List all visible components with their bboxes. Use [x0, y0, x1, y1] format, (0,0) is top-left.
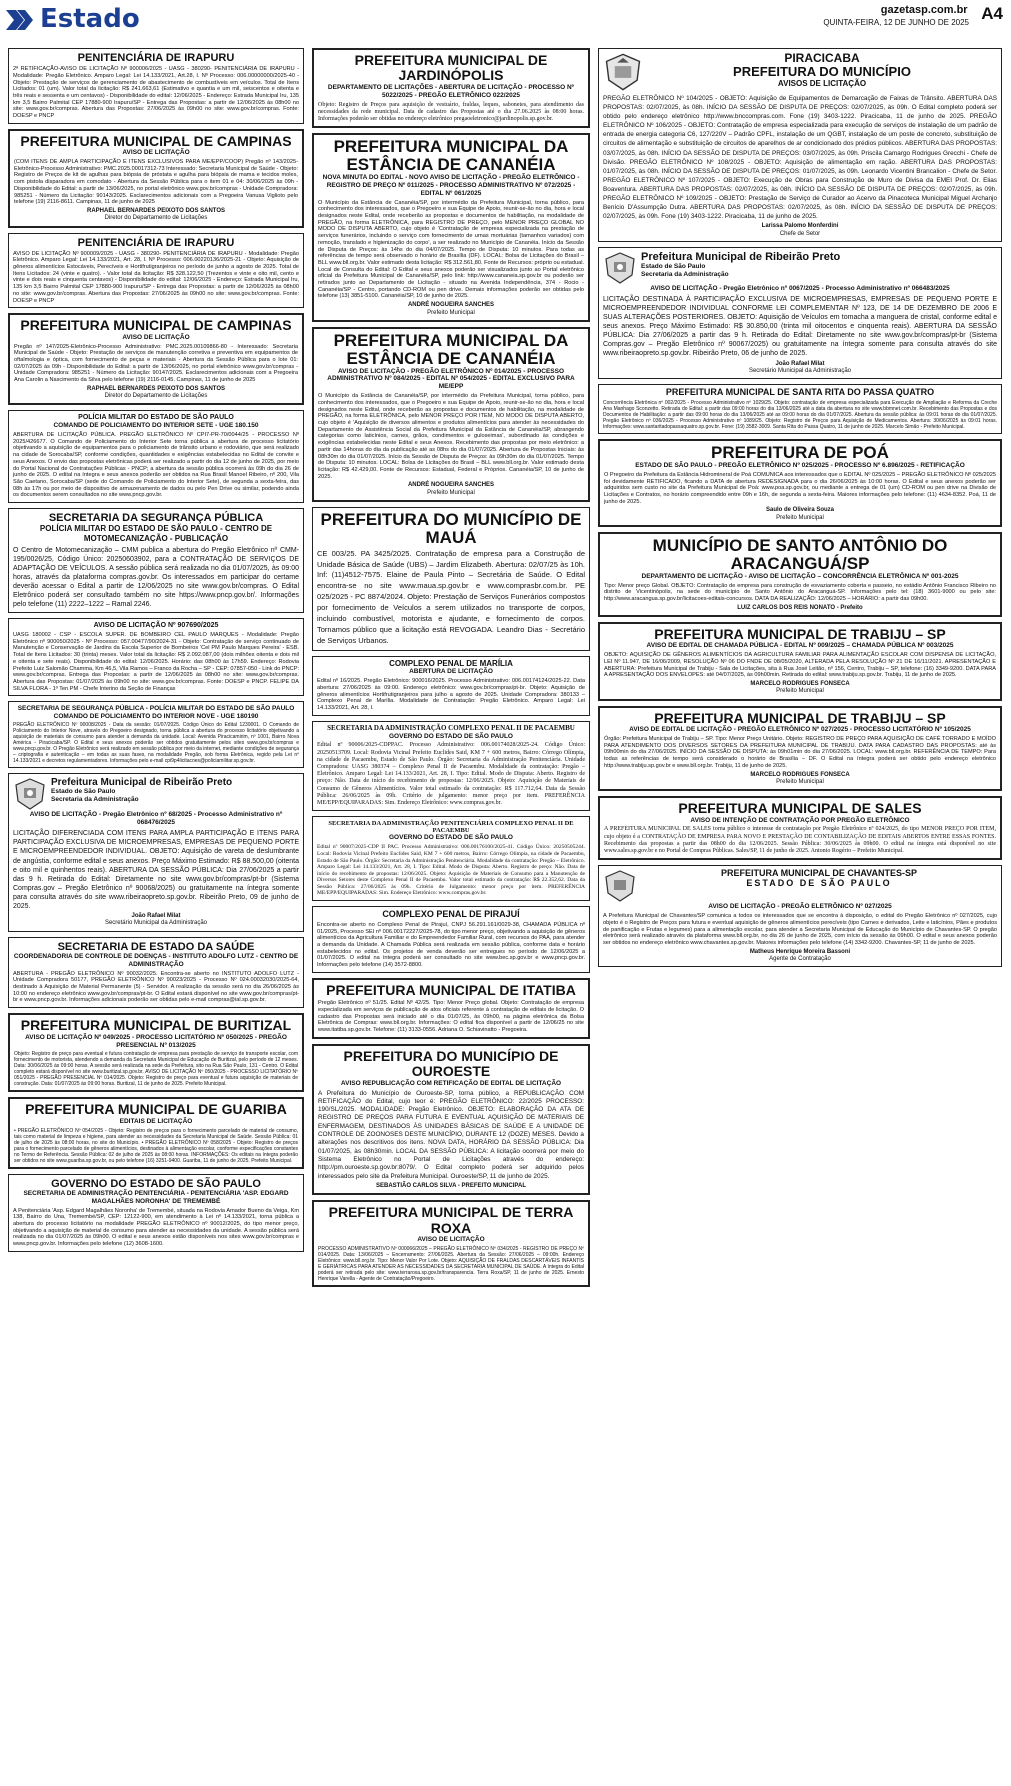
notice-title: COMPLEXO PENAL DE PIRAJUÍ [382, 909, 520, 920]
notice-subtitle: AVISO DE EDITAL DE CHAMADA PÚBLICA - EDITAL Nº 009/2025 – CHAMADA PÚBLICA Nº 003/2025 [646, 642, 954, 650]
notice-subtitle: GOVERNO DO ESTADO DE SÃO PAULO [389, 732, 513, 740]
signer-name: MARCELO RODRIGUES FONSECA [750, 771, 850, 778]
notice-body: Edital nº 90007/2025-CDP II PAC. Processo Administrativo: 006.00176100/2025-41. Código Único: 20250505244. Local: Rodovia Vicinal Prefeito Euclides Said, KM 7 + 600 metros, Bairro: Córrego Olímpia, na cidade de Pacaembu, Estado de São Paulo. Órgão: Secretaria da Administração Penitenciária. Modalidade da contratação: Pregão – Eletrônico. Amparo Legal: Lei 14.133/2021, Art. 28, I. Tipo: Edital. Modo de Disputa: Aberto. Registro de preço: Não. Data de início do recebimento de propostas: 12/06/2025. Objeto: Aquisição de Materiais de Consumo para a Manutenção de Diversos Setores deste Complexo Penal II de Pacaembu. Valor total estimado da contratação: R$ 22.352,62. Data da Sessão Pública: 27/06/2025 às 09h. Critério de Julgamento: menor preço por item. PREFERÊNCIA ME/EPP/EQUIPARADAS: Sim. Endereço Eletrônico: www.compras.gov.br. [317, 844, 585, 897]
notice [312, 656, 590, 716]
notice-title: PIRACICABA [784, 51, 860, 65]
notice-subtitle: AVISO DE LICITAÇÃO [122, 333, 190, 341]
notice-title: PREFEITURA MUNICIPAL DE SALES [678, 800, 922, 817]
notice-body: PREGÃO ELETRÔNICO Nº 104/2025 - OBJETO: Aquisição de Equipamentos de Demarcação de Faixas de Trânsito. ABERTURA DAS PROPOSTAS: 02/07/2025, às 08h. INÍCIO DA SESSÃO DE DISPUTA DE PREÇOS: 02/07/2025, às 09h. O Edital completo poderá ser obtido pelo endereço eletrônico http://www.bnccompras.com. Fone (19) 3403-1222. Piracicaba, 11 de junho de 2025. PREGÃO ELETRÔNICO Nº 106/2025 - OBJETO: Contratação de empresa especializada para execução de serviços de instalação de um padrão de entrada de energia categoria C6, 127/220V – Padrão CPFL, instalação de um QGBT, instalação de um poste de concreto, substituição de circuitos de alimentação e substituição de circuitos de aparelhos de ar condicionado dos prédios públicos. ABERTURA DAS PROPOSTAS: 03/07/2025, às 08h. INÍCIO DA SESSÃO DE DISPUTA DE PREÇOS: 03/07/2025, às 09h. Priscila Camargo Rodrigues Grecchi - Chefe de Divisão. PREGÃO ELETRÔNICO Nº 108/2025 - OBJETO: Aquisição de alimentação em ração. ABERTURA DAS PROPOSTAS: 01/07/2025, às 08h. INÍCIO DA SESSÃO DE DISPUTA DE PREÇOS: 01/07/2025, às 09h. Leonardo Vicentini Brancalion - Chefe de Setor. PREGÃO ELETRÔNICO Nº 107/2025 - OBJETO: Execução de Obras para Construção de Muro de Divisa da EMEI Prof. Dr. Elias Boaventura. ABERTURA DAS PROPOSTAS: 02/07/2025, às 08h. INÍCIO DA SESSÃO DE DISPUTA DE PREÇOS: 02/07/2025, às 09h. PREGÃO ELETRÔNICO Nº 109/2025 - OBJETO: Prestação de Serviço de Curador ao Acervo da Pinacoteca Municipal Miguel Archanjo Benício D'Assumpção Dutra. ABERTURA DAS PROPOSTAS: 02/07/2025, às 08h. INÍCIO DA SESSÃO DE DISPUTA DE PREÇOS: 02/07/2025, às 09h. Fone (19) 3403-1222. Piracicaba, 11 de junho de 2025. [603, 95, 997, 221]
notice-subtitle: AVISO REPUBLICAÇÃO COM RETIFICAÇÃO DE EDITAL DE LICITAÇÃO [340, 1079, 562, 1087]
notice-title: PREFEITURA MUNICIPAL DE BURITIZAL [20, 1017, 292, 1034]
notice-title: PREFEITURA MUNICIPAL DE CAMPINAS [20, 132, 292, 149]
notice [312, 978, 590, 1039]
signer-name: João Rafael Milat [775, 360, 825, 367]
notice-signature [604, 605, 996, 612]
notice-signature [603, 949, 997, 964]
notice [312, 816, 590, 901]
notice [8, 1097, 304, 1168]
crest-icon [13, 777, 47, 811]
signer-role: Agente de Contratação [769, 955, 831, 962]
notice-body: PREGÃO ELETRÔNICO Nº 90008/2025 - Data da sessão: 01/07/2025. Código Único do Edital 1239001. O Comando de Policiamento do Interior Nove, através do Pregoeiro designado, torna pública a abertura do processo licitatório objetivando a aquisição de materiais de consumo para atender a demanda da unidade. Local: Avenida Piracicamirim, nº 1001, Bairro Nova América - Piracicaba/SP. O Edital e seus anexos poderão ser obtidos gratuitamente pelos sites www.gov.br/compras e www.pncp.gov.br. O Pregão Eletrônico será realizado em sessão pública por meio da internet, mediante condições de segurança – criptografia e autenticação – em todas as suas fases, na modalidade Pregão, sob forma Eletrônica, regido pela Lei nº 14.133/2021 e decretos regulamentadores. Informações pelo e-mail cpi9p4licitacoes@policiamilitar.sp.gov.br. [13, 722, 299, 765]
notice-subtitle: AVISO DE LICITAÇÃO - Pregão Eletrônico nº 0067/2025 - Processo Administrativo nº 066483/2025 [650, 284, 950, 292]
signer-name: RAPHAEL BERNARDES PEIXOTO DOS SANTOS [86, 207, 226, 214]
coat-of-arms-icon [603, 52, 643, 92]
notice-subtitle: COMANDO DE POLICIAMENTO DO INTERIOR SETE - UGE 180.150 [53, 422, 259, 430]
notice-body: (COM ITENS DE AMPLA PARTICIPAÇÃO E ITENS EXCLUSIVOS PARA ME/EPP/COOP) Pregão nº 143/2025-Eletrônico-Processo Administrativo: PMC.2025.00017312-73 Interessado: Secretaria Municipal de Saúde - Objeto: Registro de Preços de kit de agulhas para biópsia de próstata e agulha para biópsia de mama e tecidos moles, com pistola disparadora em comodato - Abertura da Sessão Pública para o item 01 e 04: 30/06/2025 às 09h - Disponibilidade do Edital: a partir de 13/06/2025, no portal eletrônico www.gov.br/compras - Unidade Compradora: 985251 - Número da Licitação: 90143/2025. Esclarecimentos adicionais com a Pregoeira Vanusa Viglioto pelo telefone (19) 2116-8611. Campinas, 11 de junho de 2025 [14, 159, 298, 206]
notice-body: CE 003/25. PA 3425/2025. Contratação de empresa para a Construção de Unidade Básica de Saúde (UBS) – Jardim Elizabeth. Abertura: 02/07/25 às 10h. Inf: (11)4512-7575. Elaine de Paula Pinto – Secretária de Saúde. O Edital encontra-se no site www.maua.sp.gov.br e www.comprasbr.com.br. PE 025/2025 - PC 8874/2024. Objeto: Prestação de Serviços Funerários compostos por fornecimento de Veículos a serem utilizados no transporte de corpos, incluindo combustível, motorista e ajudante, e fornecimento de corpos. Tornamos público que a licitação está REVOGADA. Leandro Dias - Secretário de Serviços Urbanos. [317, 548, 585, 645]
notice-title: PREFEITURA DE POÁ [711, 443, 889, 463]
signer-name: Larissa Palomo Monferdini [761, 223, 839, 230]
signer-name: Saulo de Oliveira Souza [765, 507, 835, 514]
notice-title: COMPLEXO PENAL DE MARÍLIA [389, 658, 513, 668]
notice-body: Órgão: Prefeitura Municipal de Trabiju – SP. Tipo: Menor Preço Unitário. Objeto: REGISTRO DE PREÇO PARA AQUISIÇÃO DE CAFÉ TORRADO E MOÍDO PARA ATENDIMENTO DOS DIVERSOS SETORES DA PREFEITURA MUNICIPAL DE TRABIJU. DATA PARA CADASTRO DAS PROPOSTAS: até às 09h00min do dia 27/06/2025. INÍCIO DA SESSÃO DE DISPUTA: às 09h01min do dia 27/06/2025. LOCAL: www.bll.org.br. REFERÊNCIA DE TEMPO: Para todas as referências de tempo será considerado o horário de Brasília – DF. O Edital na íntegra poderá ser obtido pelo endereço eletrônico http://www.trabiju.sp.gov.br e www.bll.org.br. Trabiju, 11 de junho de 2025. [604, 736, 996, 769]
notice [312, 133, 590, 322]
notice-title: POLÍCIA MILITAR DO ESTADO DE SÃO PAULO [78, 414, 234, 422]
signer-role: Prefeito Municipal [776, 778, 824, 785]
signer-role: Diretor do Departamento de Licitações [104, 393, 208, 400]
notice-title: PREFEITURA MUNICIPAL DA ESTÂNCIA DE CANANÉIA [333, 330, 569, 368]
notice-title: SECRETARIA DA SEGURANÇA PÚBLICA [48, 512, 264, 525]
notice-subtitle: AVISO DE EDITAL DE LICITAÇÃO - PREGÃO ELETRÔNICO Nº 027/2025 - PROCESSO LICITATÓRIO Nº 105/2025 [629, 726, 971, 734]
notice-title: PREFEITURA MUNICIPAL DA ESTÂNCIA DE CANANÉIA [333, 137, 569, 175]
notice [8, 773, 304, 931]
signer-role: Prefeito Municipal [427, 309, 475, 316]
notice-body: AVISO DE LICITAÇÃO Nº 900009/2025 - UASG - 380290- PENITENCIÁRIA DE IRAPURU - Modalidade: Pregão Eletrônico. Amparo Legal: Lei 14.133/2021, Art. 28, I. Nº Processo: 006.00220136/2025-21 - Objeto: Aquisição de gêneros alimentícios Estocáveis, Perecíveis e Hortifrutigranjeiros no período de junho a agosto de 2025. Total de Itens Licitados: 24 (vinte e quatro). - Valor total da licitação: R$ 328.122,50 (Trezentos e vinte e oito mil, cento e vinte e dois reais e cinquenta centavos) - Disponibilidade do edital: 12/06/2025 - Endereço: Estrada Municipal Iru, 135 km 3,5 Bairro Palmital CEP 17880-900 Irapuru/SP - Entrega das Propostas: a partir de 12/06/2025 às 08h00 no site: www.gov.br/compras. Abertura das Propostas: 27/06/2025 às 09h00 no site: www.gov.br/compras. Fonte: DOESP e PNCP [13, 250, 299, 304]
notice-subtitle: AVISO DE LICITAÇÃO Nº 049/2025 - PROCESSO LICITATÓRIO Nº 050/2025 - PREGÃO PRESENCIAL Nº 013/2025 [25, 1033, 287, 1049]
newspaper-logo [4, 4, 140, 36]
notice [598, 247, 1002, 379]
signer-name: SEBASTIÃO CARLOS SILVA - PREFEITO MUNICIPAL [375, 1183, 526, 1190]
page-header [0, 0, 1011, 40]
notice-signature [603, 223, 997, 238]
notice-signature [318, 302, 584, 317]
notice-signature [604, 681, 996, 696]
notice-dept: Secretaria da Administração [641, 270, 729, 278]
edition-date: QUINTA-FEIRA, 12 DE JUNHO DE 2025 [823, 18, 969, 27]
notice-body: Edital nº 16/2025. Pregão Eletrônico: 900016/2025. Processo Administrativo: 006.00174124/2025-22. Data abertura: 27/06/2025 às 09:00. Endereço eletrônico: www.gov.br/compras/pt-br. Objeto: Aquisição de gêneros alimentícios Hortifrutigranjeiros para julho a agosto de 2025. Unidade Compradora: 380133 – Complexo Penal de Marília. Modalidade de Contratação: Pregão Eletrônico. Amparo Legal: Lei 14.133/2021, Art. 28, I. [317, 678, 585, 712]
notice-title: PREFEITURA MUNICIPAL DE JARDINÓPOLIS [354, 52, 548, 84]
notice-body: O Pregoeiro da Prefeitura da Estância Hidromineral de Poá COMUNICA aos interessados que o EDITAL Nº 025/2025 – PREGÃO ELETRÔNICO Nº 025/2025 foi devidamente RETIFICADO, ficando a DATA de abertura REDESIGNADA para o dia 26/06/2025 às 10:00 horas. O Edital e seus anexos poderão ser adquiridos sem custo no site da Prefeitura Municipal de Poá: www.poa.sp.gov.br, ou mediante a entrega de 01 (um) CD-ROM ou pen drive na Divisão de Licitações e Contratos, no horário compreendido entre 09h e 16h, de segunda a sexta-feira. Maiores informações pelo telefone: (11) 4634-8352. Poá, 11 de junho de 2025. [604, 471, 996, 505]
notice-signature [604, 507, 996, 522]
notice [8, 618, 304, 696]
notice-subtitle: COMANDO DE POLICIAMENTO DO INTERIOR NOVE - UGE 180190 [53, 712, 259, 720]
notice-title-2: PREFEITURA DO MUNICÍPIO [733, 64, 911, 80]
notice-title: PREFEITURA MUNICIPAL DE ITATIBA [326, 981, 576, 998]
signer-role: Secretário Municipal da Administração [104, 920, 208, 927]
notice [8, 701, 304, 768]
notice-title: GOVERNO DO ESTADO DE SÃO PAULO [51, 1177, 261, 1190]
notice-body: 2ª RETIFICAÇÃO-AVISO DE LICITAÇÃO Nº 900006/2025 - UASG - 380290- PENITENCIÁRIA DE IRAPURU - Modalidade: Pregão Eletrônico. Amparo Legal: Lei 14.133/2021, Art.28, I. Nº Processo: 006.00000000/2025-40 - Objeto: Prestação de serviços de gerenciamento de abastecimento de combustíveis em veículos. Total de Itens Licitados: 01 (um). Valor total da licitação: R$ 241.663,61 (Estimativo e quantia e um mil, seiscentos e oitenta e três reais e sessenta e um centavos) - Disponibilidade do edital: 12/06/2025 - Endereço: Estrada Municipal Iru, 135 km 3,5 Bairro Palmital CEP 17880-900 Irapuru/SP - Entrega das Propostas: a partir de 12/06/2025 às 08h00 no site: www.gov.br/compras. Abertura das Propostas: 27/06/2025 às 09h00 no site: www.gov.br/compras. Fonte: DOESP e PNCP [13, 66, 299, 120]
notice-subtitle: AVISO DE LICITAÇÃO [122, 149, 190, 157]
signer-name: RAPHAEL BERNARDES PEIXOTO DOS SANTOS [86, 385, 226, 392]
notice-title: SECRETARIA DE SEGURANÇA PÚBLICA - POLÍCIA MILITAR DO ESTADO DE SÃO PAULO [17, 705, 295, 713]
notice-signature [318, 482, 584, 497]
notice [312, 906, 590, 973]
signer-name: Matheus Henrique Moreira Bassoni [749, 948, 851, 955]
notice-signature [13, 913, 299, 928]
notice-subtitle: EDITAIS DE LICITAÇÃO [119, 1117, 193, 1125]
notice [598, 384, 1002, 434]
notice [598, 48, 1002, 242]
signer-name: ANDRÉ NOGUEIRA SANCHES [407, 482, 495, 489]
notice [312, 48, 590, 128]
signer-role: Prefeito Municipal [776, 514, 824, 521]
crest-icon [603, 251, 637, 285]
notice-title: MUNICÍPIO DE SANTO ANTÔNIO DO ARACANGUÁ/SP [652, 535, 948, 573]
signer-role: Prefeito Municipal [776, 688, 824, 695]
notice-title: PREFEITURA DO MUNICÍPIO DE MAUÁ [320, 510, 582, 547]
notice-title: SECRETARIA DE ESTADO DA SAÚDE [57, 940, 255, 953]
notice-signature [14, 386, 298, 401]
signer-role: Chefe de Setor [779, 230, 821, 237]
notice-subtitle: ABERTURA DE LICITAÇÃO [409, 668, 493, 676]
notice-body: UASG 180002 - CSP - ESCOLA SUPER. DE BOMBEIRO CEL PAULO MARQUES - Modalidade: Pregão Eletrônico nº 900050/2025 - Nº Processo: 057.00477/90/2024-31 - Objeto: Contratação de serviço continuado de Manutenção e Conservação de Jardins da Escola Superior de Bombeiros 'Cel PM Paulo Marques Pereira' - ESB. Total de Itens Licitados: 30 (trinta) meses. Valor total da licitação: R$ 2.092.087,00 (dois milhões oitenta e dois mil e oitenta e sete reais). Disponibilidade do edital: 12/06/2025. Horário: das 08h00 às 17h59. Endereço: Rodovia Prefeito Luiz Salomão Chamma, Km 46,5, Vila Ramos – Franco da Rocha – SP - CEP: 07857-050 - Link do PNCP: www.gov.br/compras. Entrega das Propostas: a partir de 12/06/2025 às 08h00 no site: www.gov.br/compras. Abertura das Propostas: 01/07/2025 às 09h00 no site: www.gov.br/compras. Fonte: DOESP e PNCP. FELIPE DA SILVA FLORA - 1º Ten PM - Chefe Interino da Seção de Finanças [13, 632, 299, 692]
notice-body: OBJETO: AQUISIÇÃO DE GÊNEROS ALIMENTÍCIOS DA AGRICULTURA FAMILIAR PARA ALIMENTAÇÃO ESCOLAR COM DISPENSA DE LICITAÇÃO, LEI Nº 11.947, DE 16/06/2009, RESOLUÇÃO Nº 06 DO FNDE DE 08/05/2020, ALTERADA PELA RESOLUÇÃO Nº 21 DE 16/11/2021. APRESENTAÇÃO E ABERTURA: Prefeitura Municipal de Trabiju - Sala de Licitações, sita à Rua José Leitão, nº 156, Centro, Trabiju – SP, telefone: (16) 3349-9200. DATA PARA A APRESENTAÇÃO DOS ENVELOPES: até 04/07/2025, às 09h00min. Retirada do edital: www.trabiju.sp.gov.br. Trabiju, 11 de junho de 2025. [604, 652, 996, 679]
notice-body: Concorrência Eletrônica nº 002/2025 - Processo Administrativo nº 1029/25. Objeto: contratação de empresa especializada para Execução de Ampliação e Reforma da Creche Ana Manhago Sconzetto. Retirada do Edital: a partir das 09:00 horas do dia 13/06/2025 até a data da abertura no site www.bbmnet.com.br. Recebimento das Propostas e dos Documentos de Habilitação: a partir das 09:00 horas do dia 13/06/2025 até as 09:00 horas do dia 01/07/2025. Abertura da sessão pública: às 09:01 horas do dia 01/07/2025. Pregão Eletrônico nº 036/2025 - Processo Administrativo nº 1089/25. Objeto: Registro de Preços para Aquisição de Medicamentos. Abertura: 30/06/2025 às 09:01 horas. Informações: www.santaritadopassaquatro.sp.gov.br. Fone: (19) 3582-3009. Santa Rita do Passa Quatro, 11 de junho de 2025. Marcelo Simão - Prefeito Municipal. [603, 400, 997, 431]
notice [598, 532, 1002, 617]
notice-body: Objeto: Registro de preço para eventual e futura contratação de empresa para prestação de serviço de transporte escolar, com fornecimento de motorista, atendendo a demanda da Secretaria Municipal de Educação de Buritizal, pelo período de 12 meses. Data: 30/06/2025 às 09:00 horas. A sessão será realizada na sede da Prefeitura, sito na Rua São Paulo, 131 - Centro. O Edital completo estará disponível no site www.buritizal.sp.gov.br. AVISO DE LICITAÇÃO Nº 050/2025 - PROCESSO LICITATÓRIO Nº 051/2025 - PREGÃO PRESENCIAL Nº 014/2025. Objeto: Registro de preço para eventual e futura aquisição de materiais de construção. Data: 01/07/2025 às 09:00 horas. Buritizal, 11 de junho de 2025. Prefeito Municipal. [14, 1051, 298, 1088]
crest-icon [603, 869, 637, 903]
notice-dept: Secretaria da Administração [51, 796, 139, 804]
notice-body: A Penitenciária 'Asp. Edgard Magalhães Noronha' de Tremembé, situada na Rodovia Amador Bueno da Veiga, Km 138, Bairro do Una, Tremembé/SP, CEP: 12122-900, em atendimento à Lei nº 14.133/2021, torna pública a abertura do processo licitatório na modalidade PREGÃO ELETRÔNICO nº 90012/2025, do tipo menor preço, objetivando a aquisição de material de consumo para atender as necessidades da unidade. A sessão pública será realizada no dia 01/07/2025 às 09h00. O edital e seus anexos estão disponíveis nos sites www.gov.br/compras e www.pncp.gov.br. Informações pelo telefone (12) 3608-1600. [13, 1207, 299, 1248]
notice [598, 865, 1002, 967]
notice [598, 622, 1002, 701]
notice-subtitle: COORDENADORIA DE CONTROLE DE DOENÇAS - INSTITUTO ADOLFO LUTZ - CENTRO DE ADMINISTRAÇÃO [13, 952, 299, 968]
notice-state: Estado de São Paulo [641, 263, 706, 271]
notice [312, 721, 590, 811]
notice [8, 508, 304, 613]
notice-signature [14, 208, 298, 223]
notice-title: Prefeitura Municipal de Ribeirão Preto [641, 250, 841, 263]
notice-title: PREFEITURA MUNICIPAL DE TRABIJU – SP [654, 709, 946, 726]
signer-name: João Rafael Milat [131, 913, 181, 920]
notice-body: LICITAÇÃO DIFERENCIADA COM ITENS PARA AMPLA PARTICIPAÇÃO E ITENS PARA PARTICIPAÇÃO EXCLUSIVA DE MICROEMPRESAS, EMPRESAS DE PEQUENO PORTE E MICROEMPREENDEDOR INDIVIDUAL. OBJETO: Aquisição de vareta de deslumbrante de angústia, conforme edital e seus anexos. Preço Máximo Estimado: R$ 88.500,00 (oitenta e oito mil e quinhentos reais). ABERTURA DA SESSÃO PÚBLICA: Dia 27/06/2025 a partir das 9 h. Retirada do Edital: Diretamente no site www.gov.br/compras/pt-br (Sistema Compras.gov – Pregão Eletrônico nº 90068/2025) ou gratuitamente na íntegra somente para consulta através do site www.ribeiraopreto.sp.gov.br. Ribeirão Preto, 09 de junho de 2025. [13, 830, 299, 911]
signer-role: Diretor do Departamento de Licitações [104, 215, 208, 222]
notice-title: PREFEITURA MUNICIPAL DE TRABIJU – SP [654, 625, 946, 642]
notice-subtitle: AVISO DE LICITAÇÃO - PREGÃO ELETRÔNICO Nº 027/2025 [708, 903, 892, 911]
notice-subtitle: AVISO DE LICITAÇÃO [417, 1236, 485, 1244]
notice [312, 1044, 590, 1196]
notice [8, 48, 304, 124]
notice [598, 439, 1002, 527]
notice [8, 410, 304, 503]
notice-title: PREFEITURA DO MUNICÍPIO DE OUROESTE [343, 1047, 559, 1080]
notice-title: PREFEITURA MUNICIPAL DE CHAVANTES-SP [720, 868, 917, 879]
notice-title: Prefeitura Municipal de Ribeirão Preto [51, 777, 233, 789]
double-chevron-icon [4, 7, 38, 33]
notice [8, 1013, 304, 1092]
notice-body: A Prefeitura Municipal de Chavantes/SP comunica a todos os interessados que se encontra à disposição, o edital do Pregão Eletrônico nº 027/2025, cujo objeto é o Registro de Preços para futura e eventual aquisição de gêneros alimentícios perecíveis (tipo Carnes e derivados, Leite e laticínios, Pães e produtos de panificação e Frutas e legumes) para a alimentação escolar, para atender a Secretaria Municipal de Educação do Município de Chavantes-SP. O pregão eletrônico será realizado através da plataforma www.bll.org.br, no dia 26 de junho de 2025, com início da sessão às 09h00. O edital e seus anexos poderão ser obtidos no endereço eletrônico www.chavantes.sp.gov.br. Maiores informações pelo telefone (14) 3342-9200. Chavantes-SP, 11 de junho de 2025. [603, 913, 997, 946]
notice [598, 796, 1002, 860]
notice-body: Tipo: Menor preço Global. OBJETO: Contratação de empresa para construção de esvaziamento coberta e passeio, no estádio Antônio Francisco Ribeiro no distrito de Vicentinópolis, na sede do município de Santo Antônio do Aracanguá-SP. Informações pelo tel: (18) 3601-9000 ou pelo site: http://www.aracangua.sp.gov.br/licitacoes-editais-concursos. DATA DA REALIZAÇÃO: 12/06/2025 – HORÁRIO: a partir das 09h00. [604, 582, 996, 602]
notice-title: SECRETARIA DA ADMINISTRAÇÃO PENITENCIÁRIA COMPLEXO PENAL II DE PACAEMBU [328, 820, 574, 835]
notice-body: Pregão Eletrônico nº 51/25. Edital Nº 42/25. Tipo: Menor Preço global. Objeto: Contratação de empresa especializada em serviços de publicação de atos oficiais referente à contratação de editais de licitação. O cadastro das Propostas será iniciado até o dia 01/07/25, às 09h00, na página eletrônica da Bolsa Eletrônica de Compras: www.bll.org.br. Informações: O edital fica disponível a partir de 12/06/25 no site www.itatiba.sp.gov.br. Telefone: (11) 3133-0556. Adriana O. Schiavinatto - Pregoeira. [318, 1000, 584, 1034]
notice [8, 1174, 304, 1252]
notice-subtitle: NOVA MINUTA DO EDITAL - NOVO AVISO DE LICITAÇÃO - PREGÃO ELETRÔNICO - REGISTRO DE PREÇO Nº 011/2025 - PROCESSO ADMINISTRATIVO Nº 072/2025 - EDITAL Nº 061/2025 [322, 173, 580, 197]
site-link[interactable]: gazetasp.com.br [880, 4, 968, 16]
notice-title: PENITENCIÁRIA DE IRAPURU [77, 236, 235, 249]
notice-body: Edital nº 90006/2025-CDPPAC. Processo Administrativo: 006.00174028/2025-24. Código Único: 20250513709. Local: Rodovia Vicinal Prefeito Euclides Said, KM 7 + 600 metros, Bairro: Córrego Olímpia, na cidade de Pacaembu, Estado de São Paulo. Órgão: Secretaria da Administração Penitenciária. Unidade Compradora: UASG 380374 – Complexo Penal II de Pacaembu. Modalidade da contratação: Pregão – Eletrônico. Amparo Legal: Lei 14.133/2021, Art. 28, I. Tipo: Edital. Modo de Disputa: Aberto. Registro de preço: Não. Data de início do recebimento de propostas: 12/06/2025. Objeto: Aquisição de Materiais de Consumo de Gêneros Alimentícios. Valor total estimado da contratação: R$ 117.712,64. Data da Sessão Pública: 26/06/2025 às 09h. Critério de julgamento: menor preço por item. PREFERÊNCIA ME/EPP/EQUIPARADAS: Sim. Endereço Eletrônico: www.compras.gov.br. [317, 742, 585, 806]
notice-subtitle: DEPARTAMENTO DE LICITAÇÕES - ABERTURA DE LICITAÇÃO - PROCESSO Nº 5022/2025 - PREGÃO ELETRÔNICO 022/2025 [327, 83, 575, 99]
notice-body: • PREGÃO ELETRÔNICO Nº 054/2025 - Objeto: Registro de preços para o fornecimento parcelado de material de consumo, tais como material de limpeza e higiene, para atender as necessidades da Secretaria Municipal de Saúde. Sessão Pública: 01 de julho de 2025 às 08:00 horas, no site do Município. • PREGÃO ELETRÔNICO Nº 058/2025 - Objeto: Registro de preços para o fornecimento parcelado de gêneros alimentícios, destinados à alimentação escolar, conforme especificações constantes no Termo de Referência. Sessão Pública: 02 de julho de 2025 às 08:00 horas. INFORMAÇÕES: Os editais na íntegra poderão ser obtidos no site www.guariba.sp.gov.br, ou pelo telefone (16) 3251-9400. Guariba, 11 de junho de 2025. Prefeito Municipal. [14, 1127, 298, 1164]
notice-title: AVISO DE LICITAÇÃO Nº 907690/2025 [93, 622, 219, 630]
notice-body: PROCESSO ADMINISTRATIVO Nº 000066/2025 – PREGÃO ELETRÔNICO Nº 034/2025 - REGISTRO DE PREÇO Nº 014/2025. Data: 13/06/2025 – Encerramento: 27/06/2025. Abertura da Sessão: 27/06/2025 – 09:00h. Endereço Eletrônico: www.bll.org.br. Tipo: Menor Valor Por Lote. Objeto: AQUISIÇÃO DE FRALDAS DESCARTÁVEIS INFANTIS E GERIÁTRICAS PARA ATENDER AS NECESSIDADES DA SECRETARIA MUNICIPAL DE SAÚDE. A íntegra do Edital poderá ser retirada pelo site: www.terraroxa.sp.gov.br/transparencia. Terra Roxa/SP, 11 de junho de 2025. Ernesto Henrique Varella - Agente de Contratação/Pregoeiro. [318, 1246, 584, 1283]
signer-name: ANDRÉ NOGUEIRA SANCHES [407, 302, 495, 309]
notice-title: PREFEITURA MUNICIPAL DE TERRA ROXA [328, 1204, 574, 1236]
notice-subtitle: POLÍCIA MILITAR DO ESTADO DE SÃO PAULO - CENTRO DE MOTOMECANIZAÇÃO - PUBLICAÇÃO [39, 524, 273, 543]
notice [312, 327, 590, 502]
section-title: Estado [40, 4, 140, 35]
notice-subtitle: DEPARTAMENTO DE LICITAÇÃO - AVISO DE LICITAÇÃO – CONCORRÊNCIA ELETRÔNICA Nº 001-2025 [641, 572, 959, 580]
notice-body: A Prefeitura do Município de Ouroeste-SP, torna público, a REPUBLICAÇÃO COM RETIFICAÇÃO do Edital, cujo teor é: PREGÃO ELETRÔNICO: 22/2025 PROCESSO: 190/SL/2025. MODALIDADE: Pregão Eletrônico. OBJETO: ELABORAÇÃO DA ATA DE REGISTRO DE PREÇOS PARA FUTURA E EVENTUAL AQUISIÇÃO DE MATERIAIS DE ENFERMAGEM, DESTINADOS ÀS UNIDADES BÁSICAS DE SAÚDE E A UNIDADE DE CONTROLE DE ZOONOSES DESTE MUNICÍPIO, DURANTE 12 (DOZE) MESES. Devido a alterações nos descritivos dos itens. NOVA DATA, HORÁRIO DA SESSÃO PÚBLICA: Dia 01/07/2025, às 08h30min. LOCAL DA SESSÃO PÚBLICA: A licitação ocorrerá por meio do Sistema Eletrônico no Portal de Licitações através do endereço: http://pm.ouroeste.sp.gov.br:8079/. O Edital completo poderá ser adquirido pelos interessados pelo site da Prefeitura Municipal. Ouroeste/SP, 11 de junho de 2025. [318, 1089, 584, 1180]
notice-state: Estado de São Paulo [51, 788, 116, 796]
notice-body: A PREFEITURA MUNICIPAL DE SALES torna público o interesse de contratação por Pregão Eletrônico nº 024/2025, do tipo MENOR PREÇO POR ITEM, cujo objeto é a CONTRATAÇÃO DE EMPRESA PARA NOVO E PRESTAÇÃO DE CONTABILIZAÇÃO DE EDITAIS ABERTOS ENTRE ESSAS FONTES. Recebimento das propostas a partir das 08h00 do dia 12/06/2025. Sessão Pública: 30/06/2025 às 09h00. O edital na íntegra está disponível no site www.sales.sp.gov.br e no Portal de Compras Públicas. Sales/SP, 11 de junho de 2025. Antonio Rogério – Prefeito Municipal. [604, 826, 996, 855]
notice-title: PREFEITURA MUNICIPAL DE CAMPINAS [20, 317, 292, 334]
notice [8, 233, 304, 309]
notice-body: ABERTURA - PREGÃO ELETRÔNICO Nº 90032/2025. Encontra-se aberto no INSTITUTO ADOLFO LUTZ - Unidade Compradora 50177, PREGÃO ELETRÔNICO Nº 90023/2025 - Processo Nº 024.00032030/2025-64, destinado à Aquisição de Material Permanente (5) - Servidor. A realização da sessão será no dia 26/06/2025 às 10:00 no endereço eletrônico www.gov.br/compras/pt-br. O Edital estará disponível no site www.gov.br/compras/pt-br e www.pncp.gov.br. Informações adicionais poderão ser obtidas pelo e-mail compras@ial.sp.gov.br. [13, 970, 299, 1004]
notice-body: Encontra-se aberto no Complexo Penal de Pirajuí, CNPJ 56.291.161/0029-38, CHAMADA PÚBLICA nº 01/2025, Processo SEI nº 006.00172227/2025-78, do tipo menor preço, objetivando a aquisição de gêneros alimentícios da Agricultura Familiar e do Empreendedor Familiar Rural, com recursos do PAA, para atender a demanda da Unidade. A Chamada Pública será realizada em sessão pública, conforme data e horário estabelecidos no edital. Os projetos de venda deverão ser entregues no período de 12/06/2025 a 01/07/2025. O edital na íntegra poderá ser consultado no site www.bec.sp.gov.br e www.pncp.gov.br. Informações pelo telefone (14) 3572-8800. [317, 921, 585, 969]
notice [8, 129, 304, 228]
column-2 [312, 48, 590, 1292]
page-number: A4 [981, 4, 1003, 23]
signer-role: Prefeito Municipal [427, 489, 475, 496]
notice-signature [603, 361, 997, 376]
notice-signature [604, 772, 996, 787]
notice-subtitle: GOVERNO DO ESTADO DE SÃO PAULO [389, 834, 513, 842]
notice-signature [318, 1183, 584, 1190]
notice-subtitle: AVISOS DE LICITAÇÃO [777, 79, 867, 89]
column-1 [8, 48, 304, 1257]
notice-title-2: ESTADO DE SÃO PAULO [746, 878, 892, 889]
notice-title: PENITENCIÁRIA DE IRAPURU [77, 52, 235, 64]
signer-role: Secretário Municipal da Administração [748, 367, 852, 374]
notice-subtitle: SECRETARIA DE ADMINISTRAÇÃO PENITENCIÁRIA - PENITENCIÁRIA 'ASP. EDGARD MAGALHÃES NORONHA' DE TREMEMBÉ [23, 1189, 289, 1205]
notice-body: O Município da Estância de Cananéia/SP, por intermédio da Prefeitura Municipal, torna público, para conhecimento dos interessados, que o Pregoeiro e sua Equipe de Apoio, reunir-se-ão no dia, hora e local designados neste Edital, onde receberão as propostas e documentos de habilitação, na modalidade de PREGÃO, na forma ELETRÔNICA, para REGISTRO DE PREÇO, pelo MENOR PREÇO GLOBAL NO MODO DE DISPUTA ABERTO, cujo objeto é 'Contratação de empresa especializada na prestação de serviços funerários, incluindo o serviço com fornecimento de urnas mortuárias (tamanhos variados) com remoção, translado e higienização do corpo', a ser realizado no Município de Cananéia. Início da Sessão de Disputa de Preços: às 14hs do dia 04/07/2025. Tempo de Disputa: 10 minutos. Para todas as referências de tempo será observado o horário de Brasília (DF). LOCAL: Bolsa de Licitações do Brasil – BLL www.bll.org.br. Valor estimado desta licitação: R$ 312.561,80. Fonte de Recursos: próprio ou estadual. Local de Consulta do Edital: O Edital e seus anexos poderão ser visualizados junto ao Portal eletrônico oficial da Prefeitura Municipal de Cananéia/SP, pelo link: http://www.cananeia.sp.gov.br ou poderão ser retirados junto ao Departamento de Licitação - situado na Avenida Independência, 374 - Rocio - Cananéia/SP - Centro, portando CD-ROM ou pen drive. Demais informações poderão ser obtidas pelo telefone (13) 3851-5100. Cananéia/SP, 10 de junho de 2025. [318, 199, 584, 300]
notice-body: O Município da Estância de Cananéia/SP, por intermédio da Prefeitura Municipal, torna público, para conhecimento dos interessados, que o Pregoeiro e sua Equipe de Apoio, reunir-se-ão no dia, hora e local designados neste Edital, onde receberão as propostas e documentos de habilitação, na modalidade de PREGÃO, na forma ELETRÔNICA, pelo MENOR PREÇO POR ITEM, NO MODO DE DISPUTA ABERTO, cujo objeto é 'Aquisição de diversos alimentos e produtos alimentícios para atender às necessidades do Departamento de Assistência Social da Prefeitura Municipal da Estância de Cananéia/SP, abrangendo categorias como laticínios, carnes, grãos, condimentos e guloseimas', subordinado às condições e exigências estabelecidas neste Edital e seus Anexos. Recebimento das propostas por meio eletrônico: a partir das 14horas do dia da publicação até as 08hs do dia 01/07/2025. Abertura de Propostas Iniciais: às 08h30m do dia 01/07/2025. Início da Sessão de Disputa de Preços: às 09h30m do dia 01/07/2025. Tempo de Disputa: 10 minutos. LOCAL: Bolsa de Licitações do Brasil – BLL www.bll.org.br. Valor estimado desta licitação: R$ 42.429,00. Fonte de Recursos: Estadual, Federal e Próprios. Cananéia/SP, 10 de junho de 2025. [318, 393, 584, 480]
notice-subtitle: AVISO DE LICITAÇÃO - PREGÃO ELETRÔNICO Nº 014/2025 - PROCESSO ADMINISTRATIVO Nº 084/2025 - EDITAL Nº 054/2025 - EDITAL EXCLUSIVO PARA ME/EPP [327, 367, 575, 391]
signer-name: MARCELO RODRIGUES FONSECA [750, 681, 850, 688]
notice-body: Pregão nº 147/2025-Eletrônico-Processo Administrativo: PMC.2025.00109866-80 - Interessado: Secretaria Municipal de Saúde - Objeto: Prestação de serviços de manutenção corretiva e preventiva em equipamentos de oftalmologia e óptica, com fornecimento de peças e materiais - Abertura da Sessão Pública para o lote 01: 02/07/2025 às 09h - Disponibilidade do Edital: a partir de 13/06/2025, no portal eletrônico www.gov.br/compras - Unidade Compradora: 985251 - Número da Licitação: 90147/2025. Esclarecimentos adicionais com a Pregoeira Ana Carolin a Nascimento da Silva pelo telefone (19) 2116-0145. Campinas, 11 de junho de 2025 [14, 343, 298, 384]
notice-title: PREFEITURA MUNICIPAL DE GUARIBA [25, 1101, 287, 1118]
column-3 [598, 48, 1002, 972]
notice-title: SECRETARIA DA ADMINISTRAÇÃO COMPLEXO PENAL II DE PACAEMBU [327, 723, 575, 732]
notice-body: ABERTURA DE LICITAÇÃO PÚBLICA. PREGÃO ELETRÔNICO Nº CPI7-PR-70/0044/25 - PROCESSO Nº 2025/426677. O Comando de Policiamento do Interior Sete torna pública a abertura de processo licitatório objetivando a aquisição de equipamentos para o policiamento de trânsito urbano e rodoviário, que será realizado na cidade de Sorocaba/SP, conforme condições, quantidades e exigências estabelecidas no Edital de convite e seus Anexos. O envio das propostas eletrônicas poderá ser realizado a partir do dia 12 de junho de 2025, por meio do Portal Nacional de Contratações Públicas - PNCP; a abertura da sessão pública ocorrerá às 09h do dia 26 de junho de 2025. O edital na íntegra e seus anexos poderão ser obtidos na Rua Brasil Manoel Ribeiro, nº 200, Vila São Caetano, Sorocaba/SP (sede do Comando de Policiamento do Interior Sete), de segunda a sexta-feira, das 08h às 17h ou por meio de dispositivo de armazenamento de dados ou pelo Pen Drive ou similar, podendo ainda os documentos serem consultados no site www.pncp.gov.br. [13, 432, 299, 499]
notice [8, 313, 304, 405]
signer-name: LUIZ CARLOS DOS REIS NONATO - Prefeito [737, 604, 863, 611]
notice-body: LICITAÇÃO DESTINADA À PARTICIPAÇÃO EXCLUSIVA DE MICROEMPRESAS, EMPRESAS DE PEQUENO PORTE E MICROEMPREENDEDOR INDIVIDUAL CONFORME LEI COMPLEMENTAR Nº 123, DE 14 DE DEZEMBRO DE 2006 E SUAS ALTERAÇÕES POSTERIORES. OBJETO: Aquisição de Veículos em tomacha a manguera de cristal, conforme edital e seus anexos. Preço Máximo Estimado: R$ 30.850,00 (trinta mil oitocentos e cinquenta reais). ABERTURA DA SESSÃO PÚBLICA: Dia 27/06/2025 a partir das 9 h. Retirada do Edital: Diretamente no site www.gov.br/compras/pt-br (Sistema Compras.gov – Pregão Eletrônico nº 90067/2025) ou gratuitamente na íntegra somente para consulta através do site www.ribeiraopreto.sp.gov.br. Ribeirão Preto, 06 de junho de 2025. [603, 295, 997, 358]
notice-title: PREFEITURA MUNICIPAL DE SANTA RITA DO PASSA QUATRO [665, 387, 935, 398]
notice [8, 937, 304, 1008]
notice-body: Objeto: Registro de Preços para aquisição de vestuário, fraldas, leques, sabonetes, para atendimento das necessidades da rede municipal. Data de cadastro das Propostas até o dia 27.06.2025 às 08:00 horas. Informações poderão ser obtidas no endereço eletrônico pregaoeletronico@jardinopolis.sp.gov.br. [318, 101, 584, 122]
notice [312, 507, 590, 651]
notice-body: O Centro de Motomecanização – CMM publica a abertura do Pregão Eletrônico nº CMM-195/0026/25, Código Único: 20250603902, para a CONTRATAÇÃO DE SERVIÇOS DE ADAPTAÇÃO DE VEÍCULOS. A sessão pública será realizada no dia 01/07/2025, às 09:00 horas, através da plataforma compras.gov.br. Os interessados em participar do certame deverão acessar o Edital a partir de 12/06/2025 no site www.gov.br/compras. O Edital Eletrônico poderá ser consultado também no site https://www.pncp.gov.br/. Informações pelo telefone (11) 2222–1222 – Ramal 2246. [13, 546, 299, 609]
notice [312, 1200, 590, 1287]
notice-subtitle: AVISO DE INTENÇÃO DE CONTRATAÇÃO POR PREGÃO ELETRÔNICO [690, 816, 910, 824]
notice-subtitle: AVISO DE LICITAÇÃO - Pregão Eletrônico nº 68/2025 - Processo Administrativo nº 068476/2025 [29, 811, 283, 827]
notice-subtitle: ESTADO DE SÃO PAULO - PREGÃO ELETRÔNICO Nº 025/2025 - PROCESSO Nº 6.896/2025 - RETIFICAÇÃO [635, 461, 965, 469]
notice [598, 706, 1002, 791]
